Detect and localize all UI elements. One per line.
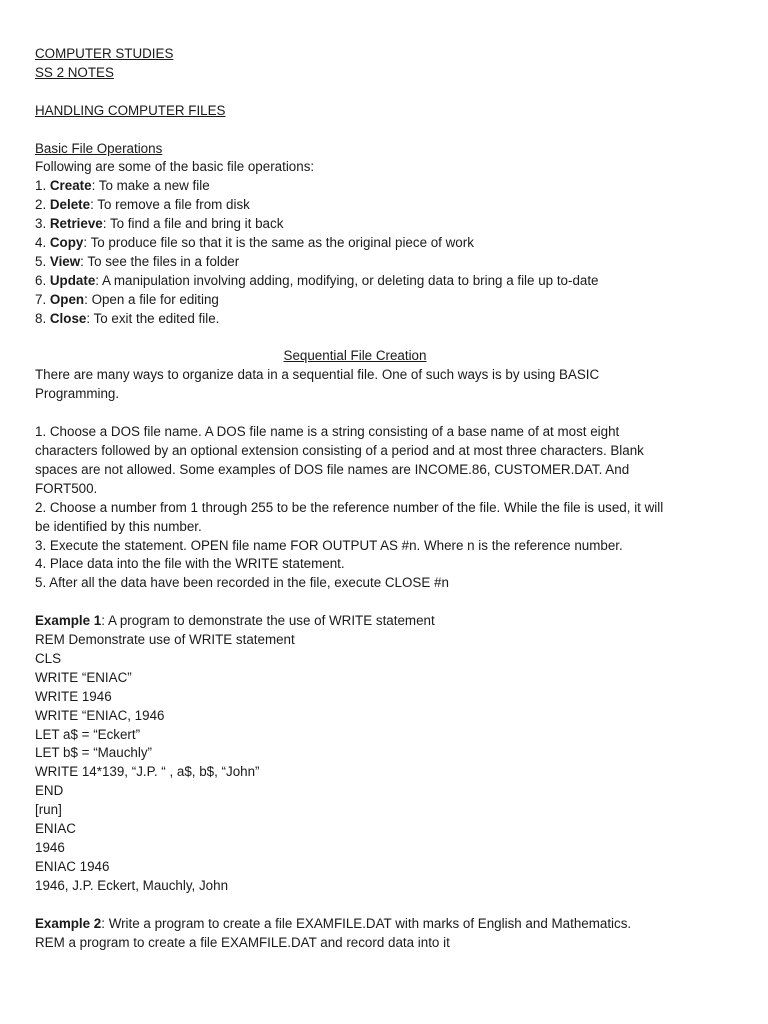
spacer bbox=[35, 896, 708, 915]
item-number: 5. bbox=[35, 253, 50, 269]
example-desc: : Write a program to create a file EXAMFILE.DAT with marks of English and Mathematics. bbox=[101, 915, 632, 931]
spacer bbox=[35, 121, 708, 140]
item-number: 1. bbox=[35, 178, 50, 194]
sequential-heading: Sequential File Creation bbox=[283, 348, 427, 364]
list-item bbox=[35, 310, 708, 329]
list-item bbox=[35, 177, 708, 196]
example2-code bbox=[35, 934, 708, 953]
item-number: 8. bbox=[35, 310, 50, 326]
example1-title bbox=[35, 612, 708, 631]
item-term: Copy bbox=[49, 235, 84, 251]
sequential-steps bbox=[35, 423, 708, 593]
list-item bbox=[35, 272, 708, 291]
item-number: 7. bbox=[35, 291, 50, 307]
basic-ops-intro: Following are some of the basic file operations: bbox=[35, 159, 315, 175]
code-line: WRITE 1946 bbox=[35, 688, 112, 704]
item-number: 4. bbox=[35, 235, 50, 251]
topic-heading: HANDLING COMPUTER FILES bbox=[35, 102, 226, 118]
item-term: View bbox=[49, 253, 81, 269]
item-number: 2. bbox=[35, 197, 50, 213]
list-item bbox=[35, 215, 708, 234]
item-desc: : To produce file so that it is the same as the original piece of work bbox=[83, 235, 474, 251]
code-line: [run] bbox=[35, 802, 62, 818]
code-line: ENIAC 1946 bbox=[35, 858, 110, 874]
code-line: REM Demonstrate use of WRITE statement bbox=[35, 632, 295, 648]
code-line: WRITE “ENIAC, 1946 bbox=[35, 707, 165, 723]
spacer bbox=[35, 83, 708, 102]
example2-title bbox=[35, 915, 708, 934]
item-number: 6. bbox=[35, 272, 50, 288]
item-term: Close bbox=[49, 310, 87, 326]
code-line: 1946 bbox=[35, 839, 65, 855]
item-term: Delete bbox=[49, 197, 91, 213]
spacer bbox=[35, 593, 708, 612]
example-label: Example 1 bbox=[35, 613, 102, 629]
list-item bbox=[35, 196, 708, 215]
code-line: WRITE 14*139, “J.P. “ , a$, b$, “John” bbox=[35, 764, 260, 780]
item-desc: : To exit the edited file. bbox=[86, 310, 220, 326]
code-line: LET b$ = “Mauchly” bbox=[35, 745, 152, 761]
basic-ops-list bbox=[35, 177, 708, 328]
step-item: 2. Choose a number from 1 through 255 to be the reference number of the file. While the file is used, it will be identified by this number. bbox=[35, 499, 664, 534]
item-desc: : To remove a file from disk bbox=[90, 197, 250, 213]
spacer bbox=[35, 404, 708, 423]
code-line: CLS bbox=[35, 650, 62, 666]
code-line: LET a$ = “Eckert” bbox=[35, 726, 141, 742]
item-desc: : To make a new file bbox=[91, 178, 210, 194]
step-item: 5. After all the data have been recorded in the file, execute CLOSE #n bbox=[35, 575, 449, 591]
code-line: 1946, J.P. Eckert, Mauchly, John bbox=[35, 877, 229, 893]
step-item: 3. Execute the statement. OPEN file name FOR OUTPUT AS #n. Where n is the reference number. bbox=[35, 537, 623, 553]
step-item: 1. Choose a DOS file name. A DOS file name is a string consisting of a base name of at most eight characters followed by an optional extension consisting of a period and at most three characters. Blank spaces are not allowed. Some examples of DOS file names are INCOME.86, CUSTOMER.DAT. And FORT500. bbox=[35, 424, 644, 496]
item-number: 3. bbox=[35, 216, 50, 232]
item-desc: : To find a file and bring it back bbox=[102, 216, 284, 232]
list-item bbox=[35, 253, 708, 272]
example-label: Example 2 bbox=[35, 915, 102, 931]
list-item bbox=[35, 291, 708, 310]
sequential-intro: There are many ways to organize data in a sequential file. One of such ways is by using BASIC Programming. bbox=[35, 367, 600, 402]
item-term: Update bbox=[49, 272, 96, 288]
item-desc: : A manipulation involving adding, modifying, or deleting data to bring a file up to-date bbox=[95, 272, 599, 288]
item-term: Retrieve bbox=[49, 216, 103, 232]
code-line: ENIAC bbox=[35, 821, 76, 837]
class-heading: SS 2 NOTES bbox=[35, 64, 114, 80]
code-line: END bbox=[35, 783, 64, 799]
subject-heading: COMPUTER STUDIES bbox=[35, 46, 174, 61]
list-item bbox=[35, 234, 708, 253]
item-term: Create bbox=[49, 178, 92, 194]
item-desc: : To see the files in a folder bbox=[80, 253, 240, 269]
spacer bbox=[35, 329, 708, 348]
code-line: WRITE “ENIAC” bbox=[35, 669, 132, 685]
item-term: Open bbox=[49, 291, 85, 307]
step-item: 4. Place data into the file with the WRITE statement. bbox=[35, 556, 345, 572]
example-desc: : A program to demonstrate the use of WRITE statement bbox=[101, 613, 435, 629]
code-line: REM a program to create a file EXAMFILE.DAT and record data into it bbox=[35, 934, 450, 950]
item-desc: : Open a file for editing bbox=[84, 291, 219, 307]
basic-ops-heading: Basic File Operations bbox=[35, 140, 163, 156]
example1-code bbox=[35, 631, 708, 896]
